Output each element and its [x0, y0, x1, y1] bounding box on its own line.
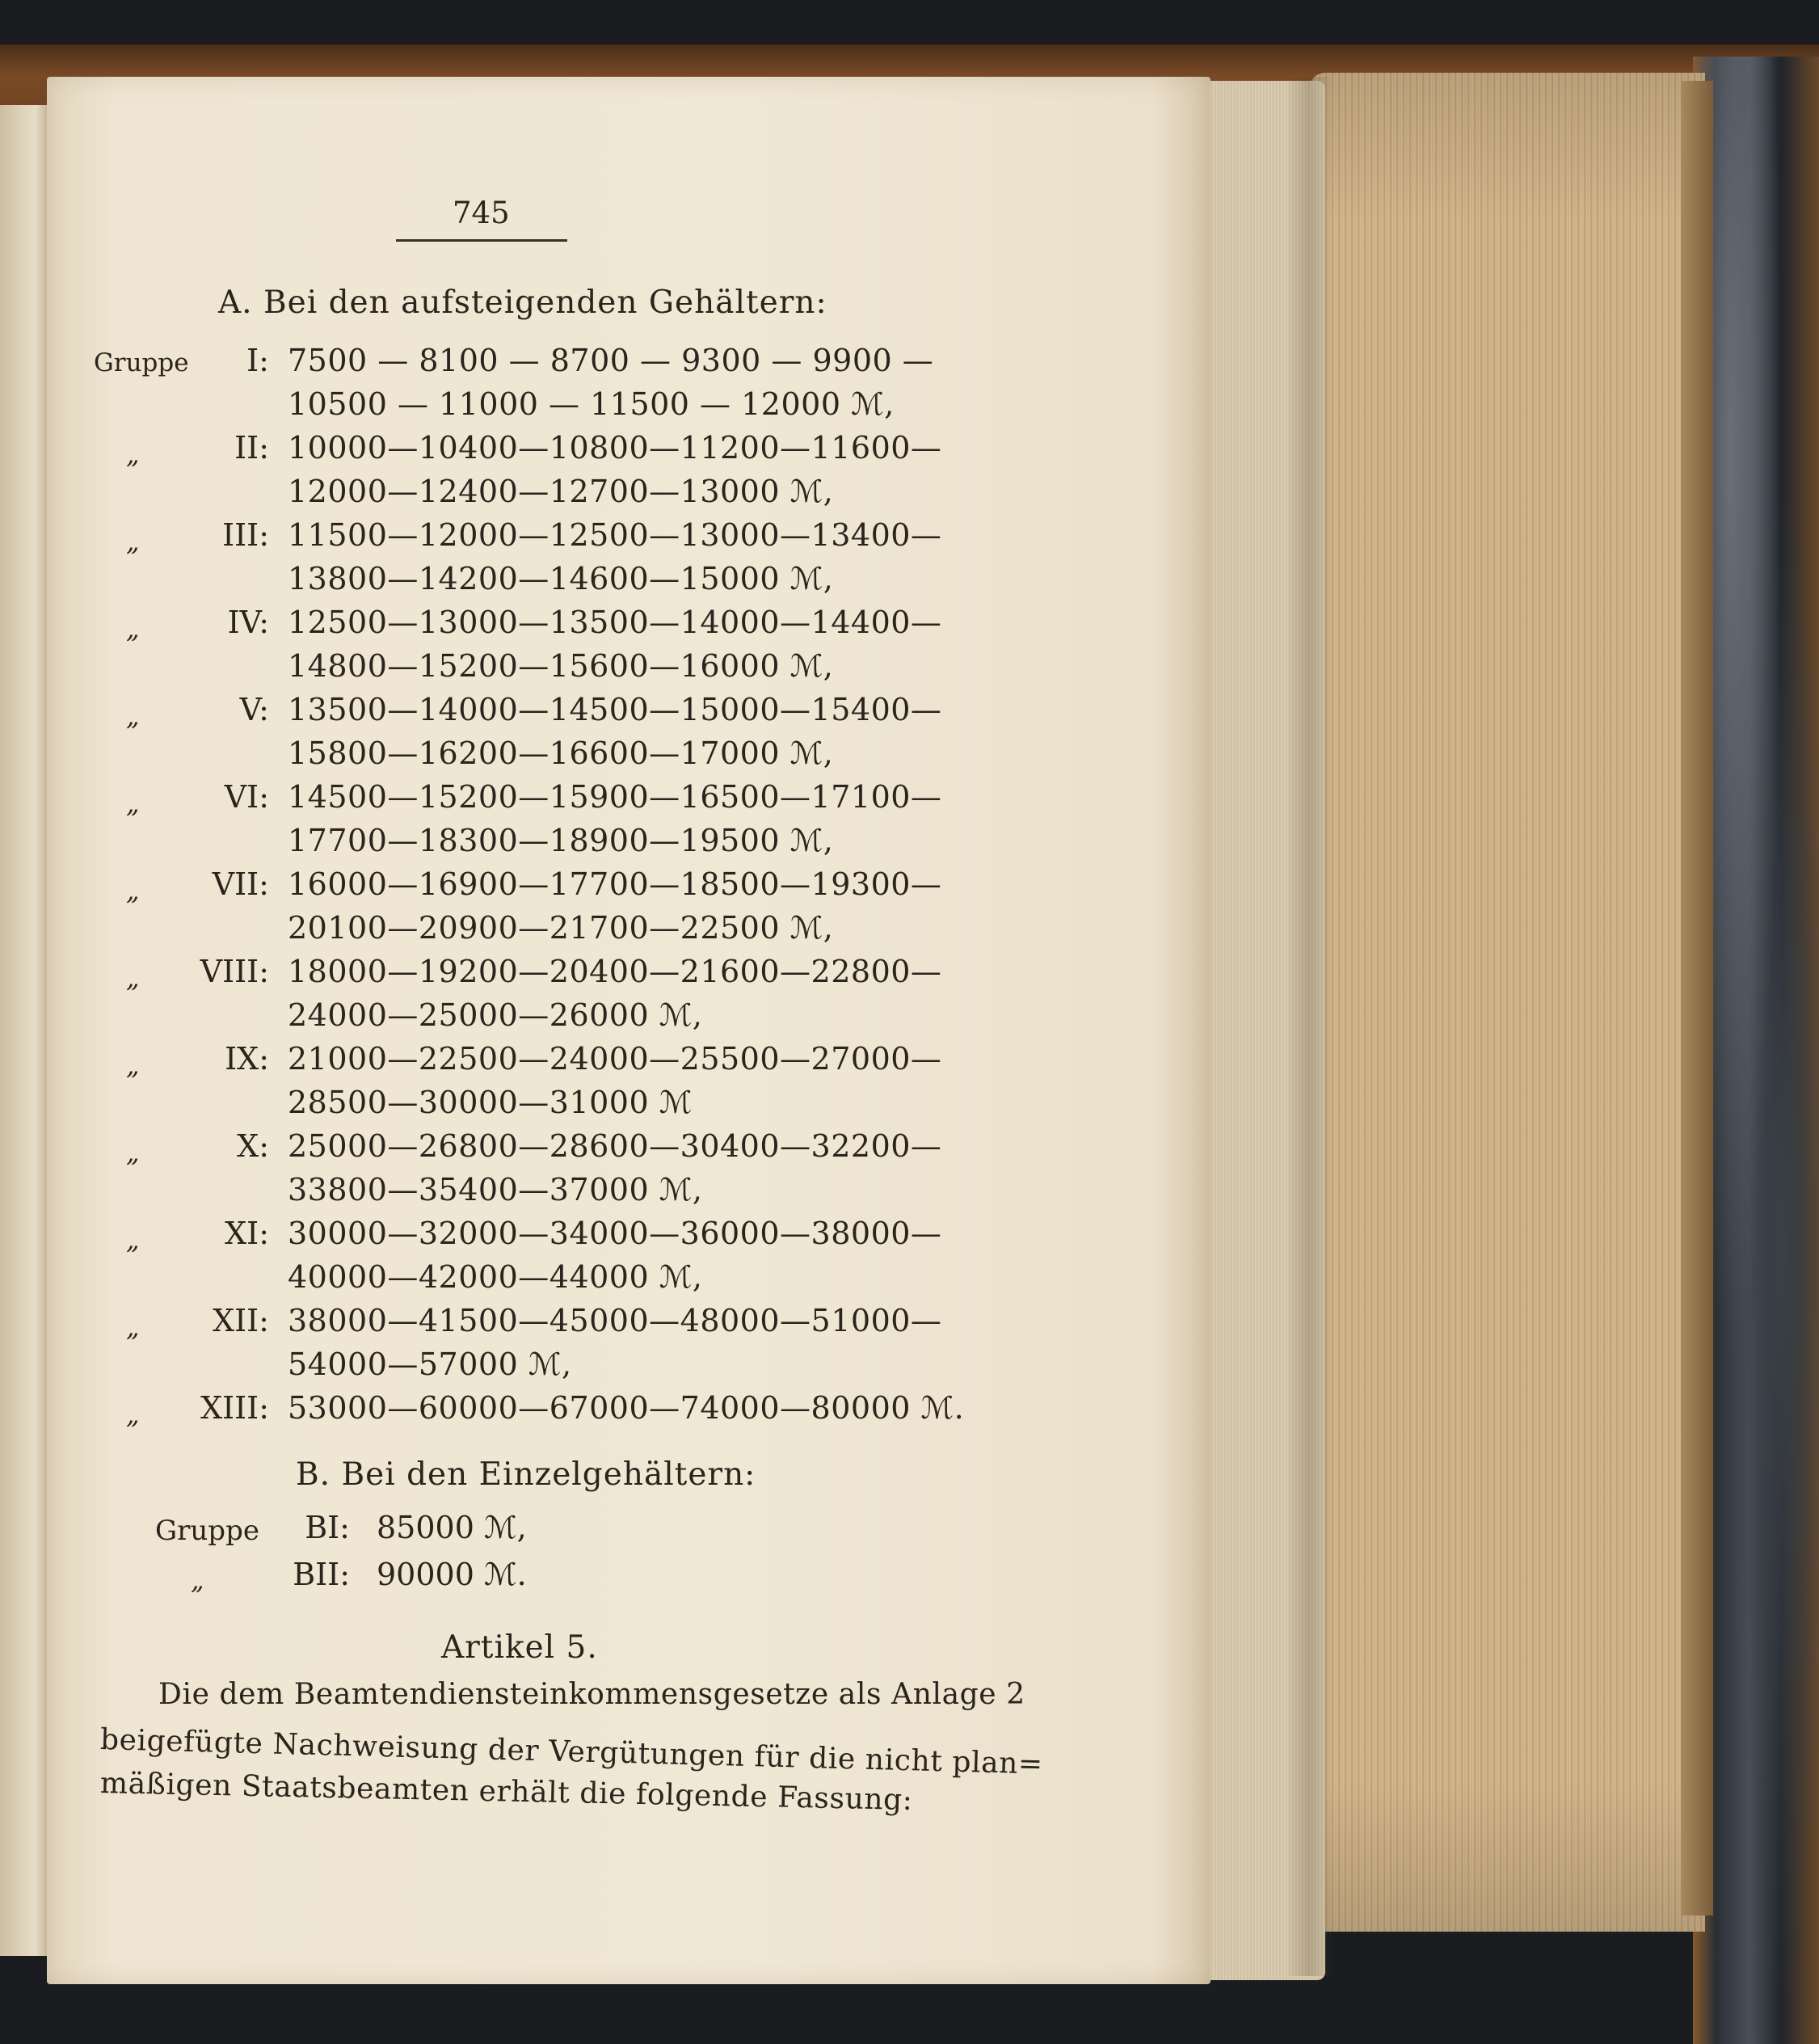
ditto-mark: „ [126, 526, 140, 557]
group-values-line1: 12500—13000—13500—14000—14400— [288, 605, 942, 640]
page-number: 745 [453, 196, 510, 230]
ditto-mark: „ [126, 613, 140, 644]
article-text-line: Die dem Beamtendiensteinkommensgesetze als Anlage 2 [158, 1678, 1025, 1711]
group-values-line1: 38000—41500—45000—48000—51000— [288, 1303, 942, 1338]
group-b-label: BII: [293, 1557, 350, 1592]
group-values-line1: 7500 — 8100 — 8700 — 9300 — 9900 — [288, 343, 934, 378]
group-b-value: 85000 ℳ, [377, 1510, 527, 1545]
group-roman: VIII: [200, 954, 269, 989]
group-label: Gruppe [94, 348, 189, 377]
ditto-mark: „ [191, 1565, 204, 1595]
header-rule [396, 239, 567, 242]
group-values-line1: 13500—14000—14500—15000—15400— [288, 692, 942, 727]
group-roman: VII: [212, 866, 269, 902]
group-b-value: 90000 ℳ. [377, 1557, 527, 1592]
group-values-line1: 30000—32000—34000—36000—38000— [288, 1216, 942, 1251]
group-roman: IX: [225, 1041, 269, 1077]
group-values-line1: 10000—10400—10800—11200—11600— [288, 430, 942, 466]
ditto-mark: „ [126, 1224, 140, 1255]
ditto-mark: „ [126, 963, 140, 993]
group-label: Gruppe [155, 1515, 259, 1547]
ditto-mark: „ [126, 701, 140, 731]
group-values-line2: 33800—35400—37000 ℳ, [288, 1172, 703, 1207]
article-text-line: mäßigen Staatsbeamten erhält die folgende Fassung: [99, 1767, 913, 1818]
left-page-edge [0, 105, 50, 1956]
group-roman: X: [237, 1128, 269, 1164]
group-roman: V: [239, 692, 269, 727]
group-roman: VI: [224, 779, 269, 815]
group-values-line1: 14500—15200—15900—16500—17100— [288, 779, 942, 815]
group-values-line2: 20100—20900—21700—22500 ℳ, [288, 910, 834, 946]
section-a-heading: A. Bei den aufsteigenden Gehältern: [218, 284, 827, 321]
page-block-side [1681, 81, 1713, 1915]
ditto-mark: „ [126, 439, 140, 470]
group-values-line2: 15800—16200—16600—17000 ℳ, [288, 735, 834, 771]
group-roman: XIII: [200, 1390, 269, 1426]
article-heading: Artikel 5. [441, 1629, 598, 1666]
group-values-line1: 18000—19200—20400—21600—22800— [288, 954, 942, 989]
section-b-heading: B. Bei den Einzelgehältern: [296, 1456, 756, 1493]
ditto-mark: „ [126, 1050, 140, 1081]
group-values-line2: 13800—14200—14600—15000 ℳ, [288, 561, 834, 596]
group-values-line1: 53000—60000—67000—74000—80000 ℳ. [288, 1390, 965, 1426]
group-roman: IV: [227, 605, 269, 640]
group-values-line1: 21000—22500—24000—25500—27000— [288, 1041, 942, 1077]
article-text-line: beigefügte Nachweisung der Vergütungen für die nicht plan= [99, 1723, 1044, 1781]
group-roman: II: [234, 430, 269, 466]
group-values-line1: 16000—16900—17700—18500—19300— [288, 866, 942, 902]
group-roman: XI: [225, 1216, 269, 1251]
group-values-line2: 17700—18300—18900—19500 ℳ, [288, 823, 834, 858]
ditto-mark: „ [126, 875, 140, 906]
ditto-mark: „ [126, 1137, 140, 1168]
ditto-mark: „ [126, 1312, 140, 1342]
group-values-line1: 11500—12000—12500—13000—13400— [288, 517, 942, 553]
group-roman: XII: [213, 1303, 269, 1338]
group-values-line2: 10500 — 11000 — 11500 — 12000 ℳ, [288, 386, 895, 422]
page-block-edges [1309, 73, 1705, 1932]
ditto-mark: „ [126, 788, 140, 819]
group-roman: I: [246, 343, 269, 378]
gutter-shadow [1285, 77, 1333, 1976]
group-values-line2: 24000—25000—26000 ℳ, [288, 997, 703, 1033]
group-values-line2: 40000—42000—44000 ℳ, [288, 1259, 703, 1295]
group-values-line2: 54000—57000 ℳ, [288, 1347, 572, 1382]
group-roman: III: [222, 517, 269, 553]
group-values-line2: 14800—15200—15600—16000 ℳ, [288, 648, 834, 684]
group-values-line1: 25000—26800—28600—30400—32200— [288, 1128, 942, 1164]
group-values-line2: 28500—30000—31000 ℳ [288, 1085, 693, 1120]
group-values-line2: 12000—12400—12700—13000 ℳ, [288, 474, 834, 509]
group-b-label: BI: [305, 1510, 350, 1545]
ditto-mark: „ [126, 1399, 140, 1430]
